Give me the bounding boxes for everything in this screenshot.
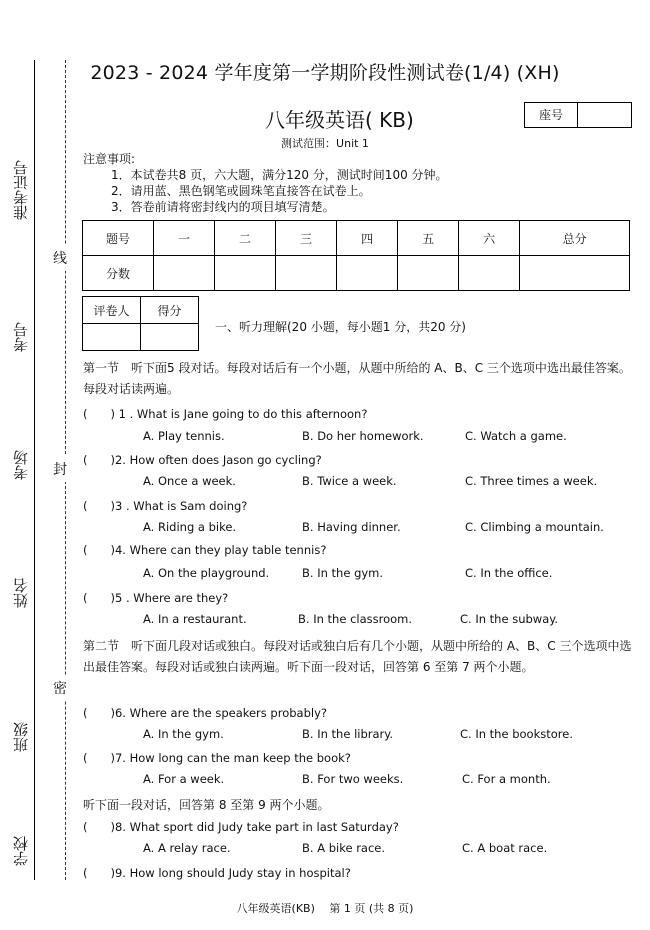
exam-id-label: 准考证号 xyxy=(12,160,30,220)
option-b: B. A bike race. xyxy=(302,841,386,855)
option-b: B. In the classroom. xyxy=(298,612,413,626)
score-header-cell: 一 xyxy=(154,221,215,256)
option-a: A. In the gym. xyxy=(143,727,224,741)
seat-number-box xyxy=(524,102,632,128)
score-table xyxy=(82,220,630,291)
instruction-item: 2．请用蓝、黑色钢笔或圆珠笔直接答在试卷上。 xyxy=(111,184,371,198)
grader-header: 评卷人 xyxy=(83,297,141,324)
option-c: C. A boat race. xyxy=(462,841,548,855)
option-c: C. In the office. xyxy=(465,566,553,580)
score-table-row xyxy=(83,256,630,291)
seal-line-char: 线 xyxy=(53,245,67,271)
option-c: C. For a month. xyxy=(462,772,551,786)
page-footer: 八年级英语(KB) 第 1 页 (共 8 页) xyxy=(236,902,414,915)
score-value-cell[interactable] xyxy=(141,324,199,351)
score-header-cell: 三 xyxy=(276,221,337,256)
question: ( )8. What sport did Judy take part in last Saturday? xyxy=(83,820,399,834)
option-c: C. Three times a week. xyxy=(465,474,598,488)
score-header-cell: 五 xyxy=(398,221,459,256)
option-a: A. In a restaurant. xyxy=(143,612,247,626)
instructions xyxy=(83,151,448,215)
score-row-label: 分数 xyxy=(83,256,154,291)
seat-label: 座号 xyxy=(525,103,578,127)
option-a: A. Once a week. xyxy=(143,474,236,488)
part2-intro: 第二节 听下面几段对话或独白。每段对话或独白后有几个小题，从题中所给的 A、B、C 三个选项中选出最佳答案。每段对话或独白读两遍。听下面一段对话，回答第 6 至第 7 两个小题。 xyxy=(83,639,632,674)
option-a: A. On the playground. xyxy=(143,566,270,580)
exam-title: 2023 - 2024 学年度第一学期阶段性测试卷(1/4) (XH) xyxy=(90,62,560,84)
score-cell[interactable] xyxy=(337,256,398,291)
question: ( )2. How often does Jason go cycling? xyxy=(83,453,322,467)
option-c: C. In the bookstore. xyxy=(460,727,573,741)
score-header-cell: 题号 xyxy=(83,221,154,256)
section-title: 一、听力理解(20 小题，每小题1 分，共20 分) xyxy=(215,320,466,334)
option-b: B. For two weeks. xyxy=(302,772,404,786)
seat-input[interactable] xyxy=(578,103,631,127)
option-c: C. In the subway. xyxy=(460,612,559,626)
question: ( )5 . Where are they? xyxy=(83,591,229,605)
part1-intro: 第一节 听下面5 段对话。每段对话后有一个小题，从题中所给的 A、B、C 三个选项中选出最佳答案。每段对话读两遍。 xyxy=(83,361,631,396)
score-cell[interactable] xyxy=(459,256,520,291)
score-header: 得分 xyxy=(141,297,199,324)
score-header-cell: 六 xyxy=(459,221,520,256)
question: ( )9. How long should Judy stay in hospital? xyxy=(83,866,351,880)
score-table-header-row xyxy=(83,221,630,256)
test-scope: 测试范围：Unit 1 xyxy=(281,137,369,150)
score-header-cell: 总分 xyxy=(520,221,630,256)
seal-seal-char: 封 xyxy=(53,456,67,482)
exam-number-label: 考号 xyxy=(12,322,30,352)
instruction-item: 3．答卷前请将密封线内的项目填写清楚。 xyxy=(111,200,335,214)
score-cell[interactable] xyxy=(398,256,459,291)
class-label: 班级 xyxy=(12,722,30,752)
question: ( )7. How long can the man keep the book? xyxy=(83,751,351,765)
option-b: B. Twice a week. xyxy=(302,474,397,488)
score-cell[interactable] xyxy=(154,256,215,291)
part2-sub-intro: 听下面一段对话，回答第 8 至第 9 两个小题。 xyxy=(83,798,330,812)
seal-secret-char: 密 xyxy=(53,675,67,701)
instruction-item: 1．本试卷共8 页，六大题，满分120 分，测试时间100 分钟。 xyxy=(111,168,448,182)
option-b: B. In the library. xyxy=(302,727,394,741)
exam-room-label: 考场 xyxy=(12,450,30,480)
question: ( )3 . What is Sam doing? xyxy=(83,499,248,513)
question: ( )6. Where are the speakers probably? xyxy=(83,706,327,720)
option-b: B. Having dinner. xyxy=(302,520,401,534)
grader-table xyxy=(82,296,199,351)
score-header-cell: 四 xyxy=(337,221,398,256)
binding-line xyxy=(34,60,35,880)
score-cell[interactable] xyxy=(520,256,630,291)
grader-cell[interactable] xyxy=(83,324,141,351)
instructions-heading: 注意事项: xyxy=(83,152,136,166)
question: ( ) 1 . What is Jane going to do this afternoon? xyxy=(83,407,368,421)
exam-subtitle: 八年级英语( KB) xyxy=(265,108,414,132)
option-a: A. A relay race. xyxy=(143,841,231,855)
option-c: C. Climbing a mountain. xyxy=(465,520,604,534)
option-c: C. Watch a game. xyxy=(465,429,567,443)
score-header-cell: 二 xyxy=(215,221,276,256)
question: ( )4. Where can they play table tennis? xyxy=(83,543,327,557)
option-b: B. In the gym. xyxy=(302,566,384,580)
score-cell[interactable] xyxy=(215,256,276,291)
score-cell[interactable] xyxy=(276,256,337,291)
option-b: B. Do her homework. xyxy=(302,429,424,443)
option-a: A. Play tennis. xyxy=(143,429,225,443)
option-a: A. Riding a bike. xyxy=(143,520,237,534)
option-a: A. For a week. xyxy=(143,772,225,786)
school-label: 学校 xyxy=(12,836,30,866)
name-label: 姓名 xyxy=(12,578,30,608)
